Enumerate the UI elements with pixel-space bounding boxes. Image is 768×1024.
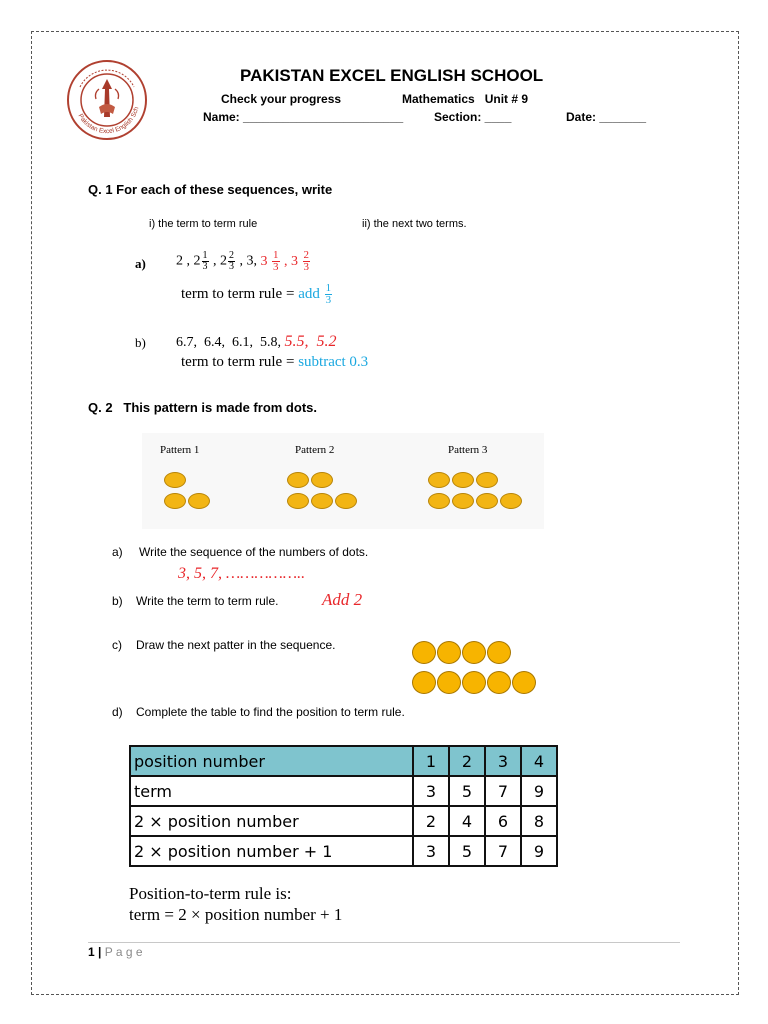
rule-line-1: Position-to-term rule is:	[129, 884, 292, 903]
table-row	[130, 836, 557, 866]
q1a-sequence: 2 , 2 $\frac{1}{3}$ , 2 $\frac{2}{3}$ , 3, 3 $\frac{1}{3}$ , 3 $\frac{2}{3}$	[176, 249, 309, 273]
table-cell: 2 × position number + 1	[130, 836, 413, 866]
table-cell: 3	[485, 746, 521, 776]
q2d-label: d)	[112, 705, 123, 719]
q2c-label: c)	[112, 638, 122, 652]
table-cell: 7	[485, 776, 521, 806]
logo-text: Pakistan Excel English Sch	[76, 106, 141, 136]
q1a-rule-answer: add $\frac{1}{3}$	[298, 282, 332, 306]
table-cell: 8	[521, 806, 557, 836]
q2b-answer: Add 2	[322, 590, 363, 609]
table-cell: 5	[449, 776, 485, 806]
subject-unit: Mathematics Unit # 9	[402, 92, 529, 106]
table-cell: 9	[521, 836, 557, 866]
pattern-3-label: Pattern 3	[448, 444, 488, 456]
section-field: Section: ____	[434, 110, 512, 124]
table-cell: 3	[413, 776, 449, 806]
pattern-dot	[164, 493, 186, 509]
pattern-dot	[428, 493, 450, 509]
table-row	[130, 806, 557, 836]
q1b-label: b)	[135, 335, 146, 350]
table-cell: 4	[521, 746, 557, 776]
answer-dot	[487, 671, 511, 694]
date-field: Date: _______	[566, 110, 647, 124]
table-cell: 9	[521, 776, 557, 806]
rule-line-2: term = 2 × position number + 1	[129, 905, 343, 924]
page-word: P a g e	[104, 945, 143, 959]
answer-dot	[487, 641, 511, 664]
pattern-dot	[476, 472, 498, 488]
q1b-rule: term to term rule = subtract 0.3	[181, 354, 369, 370]
page-number: 1	[88, 945, 95, 959]
q1b-answer: 5.5, 5.2	[284, 333, 337, 350]
table-cell: 4	[449, 806, 485, 836]
table-cell: position number	[130, 746, 413, 776]
q2a-label: a)	[112, 545, 123, 559]
school-logo	[66, 59, 148, 141]
answer-dot	[437, 671, 461, 694]
pattern-2-label: Pattern 2	[295, 444, 335, 456]
page-footer: 1 | P a g e	[88, 945, 143, 959]
q2a-answer: 3, 5, 7, ……………..	[178, 565, 306, 582]
q2d-text: Complete the table to find the position to term rule.	[136, 705, 405, 719]
answer-dot	[412, 641, 436, 664]
pattern-dot	[311, 472, 333, 488]
q1a-rule: term to term rule = add $\frac{1}{3}$	[181, 282, 332, 306]
q1b-rule-answer: subtract 0.3	[298, 354, 369, 370]
q1a-answer: 3 $\frac{1}{3}$ , 3 $\frac{2}{3}$	[260, 249, 309, 273]
q2a-text: Write the sequence of the numbers of dots.	[139, 545, 369, 559]
table-cell: 5	[449, 836, 485, 866]
table-cell: 7	[485, 836, 521, 866]
pattern-dot	[188, 493, 210, 509]
pattern-dot	[500, 493, 522, 509]
answer-dot	[462, 671, 486, 694]
pattern-dot	[452, 472, 474, 488]
pattern-dot	[428, 472, 450, 488]
table-cell: 3	[413, 836, 449, 866]
check-progress: Check your progress	[221, 92, 342, 106]
q2b-label: b)	[112, 594, 123, 608]
q1-heading: Q. 1 For each of these sequences, write	[88, 182, 333, 197]
pattern-dot	[311, 493, 333, 509]
table-cell: 6	[485, 806, 521, 836]
q1-sub-i: i) the term to term rule	[149, 218, 258, 230]
table-cell: 2	[449, 746, 485, 776]
q1a-label: a)	[135, 256, 146, 271]
pattern-dot	[476, 493, 498, 509]
answer-dot	[512, 671, 536, 694]
name-field: Name: ________________________	[203, 110, 404, 124]
answer-dot	[437, 641, 461, 664]
school-title: PAKISTAN EXCEL ENGLISH SCHOOL	[240, 66, 544, 85]
answer-dot	[462, 641, 486, 664]
q1b-sequence: 6.7, 6.4, 6.1, 5.8, 5.5, 5.2	[176, 333, 337, 350]
table-cell: 1	[413, 746, 449, 776]
pattern-dot	[452, 493, 474, 509]
footer-divider	[88, 942, 680, 943]
q2-heading: Q. 2 This pattern is made from dots.	[88, 400, 317, 415]
position-table	[129, 745, 558, 867]
q1-sub-ii: ii) the next two terms.	[362, 218, 467, 230]
pattern-dot	[287, 493, 309, 509]
table-row	[130, 746, 557, 776]
q2b-text: Write the term to term rule.	[136, 594, 279, 608]
table-row	[130, 776, 557, 806]
table-cell: term	[130, 776, 413, 806]
q2c-text: Draw the next patter in the sequence.	[136, 638, 336, 652]
pattern-dot	[335, 493, 357, 509]
table-cell: 2	[413, 806, 449, 836]
answer-dot	[412, 671, 436, 694]
pattern-dot	[164, 472, 186, 488]
pattern-dot	[287, 472, 309, 488]
pattern-1-label: Pattern 1	[160, 444, 200, 456]
table-cell: 2 × position number	[130, 806, 413, 836]
